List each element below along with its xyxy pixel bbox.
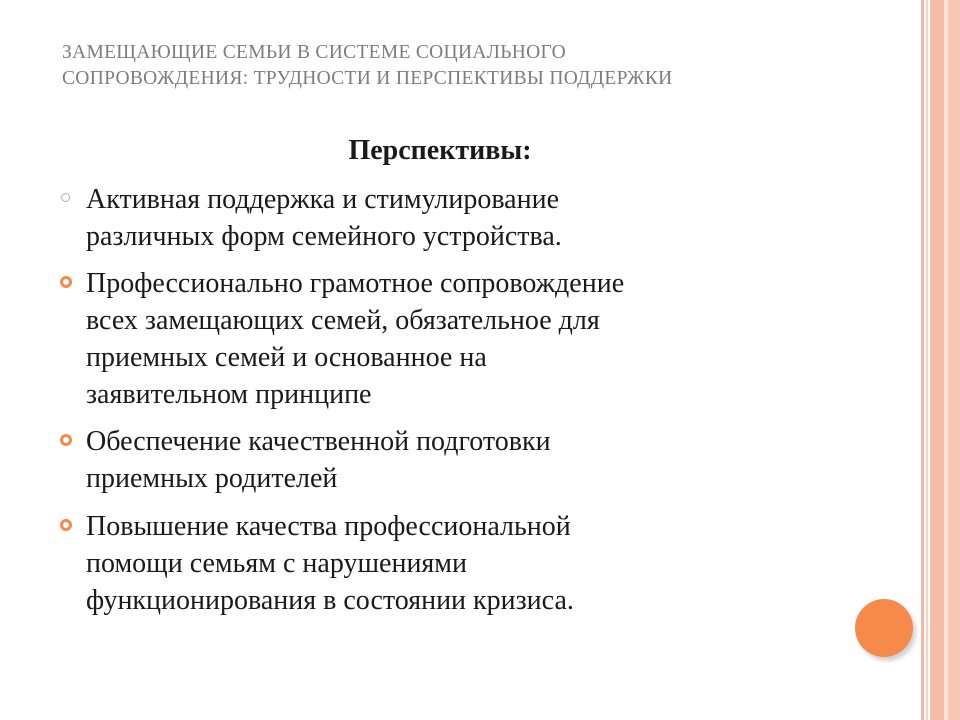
list-item — [86, 508, 806, 619]
list-item-line: функционирования в состоянии кризиса. — [86, 585, 574, 616]
decor-stripe — [930, 0, 944, 720]
list-item-line: Обеспечение качественной подготовки — [86, 426, 551, 457]
orange-ring-bullet-icon — [60, 519, 72, 531]
hollow-bullet-icon — [61, 193, 70, 202]
list-item-line: помощи семьям с нарушениями — [86, 548, 468, 579]
slide-title-line-1: ЗАМЕЩАЮЩИЕ СЕМЬИ В СИСТЕМЕ СОЦИАЛЬНОГО — [62, 42, 566, 63]
list-item-line: приемных родителей — [86, 463, 338, 494]
list-item-line: Профессионально грамотное сопровождение — [86, 268, 625, 299]
list-item-line: приемных семей и основанное на — [86, 342, 487, 373]
orange-ring-bullet-icon — [60, 276, 72, 288]
list-item-line: различных форм семейного устройства. — [86, 221, 562, 252]
list-item — [86, 181, 806, 255]
list-item-line: заявительном принципе — [86, 379, 372, 410]
decor-stripe — [948, 0, 960, 720]
decor-stripe — [921, 0, 924, 720]
list-item-line: Активная поддержка и стимулирование — [86, 184, 559, 215]
list-item-line: Повышение качества профессиональной — [86, 511, 571, 542]
slide-title-line-2: СОПРОВОЖДЕНИЯ: ТРУДНОСТИ И ПЕРСПЕКТИВЫ ПОДДЕРЖКИ — [62, 68, 673, 89]
list-item — [86, 423, 806, 497]
list-item-line: всех замещающих семей, обязательное для — [86, 305, 600, 336]
list-item — [86, 265, 806, 413]
decor-stripe — [926, 0, 928, 720]
section-heading: Перспективы: — [348, 135, 532, 166]
orange-ring-bullet-icon — [60, 434, 72, 446]
